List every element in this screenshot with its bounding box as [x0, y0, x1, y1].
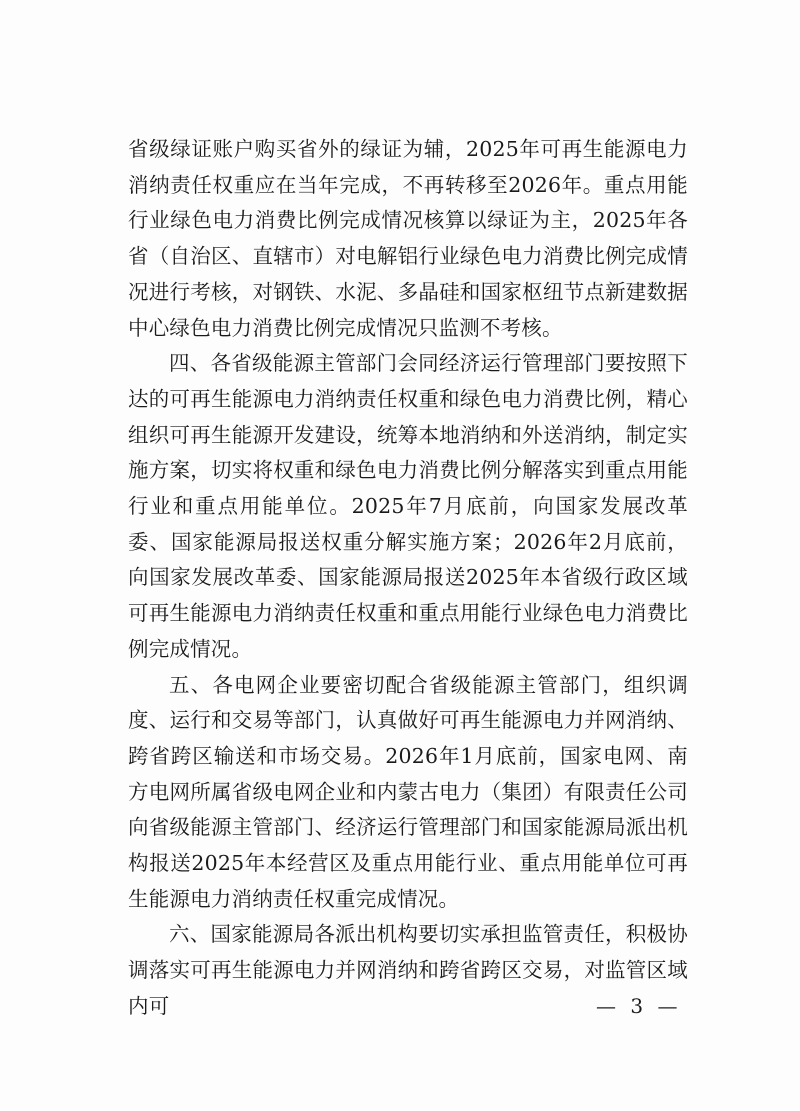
- page-number-value: 3: [630, 994, 645, 1018]
- paragraph-4: 六、国家能源局各派出机构要切实承担监管责任，积极协调落实可再生能源电力并网消纳和跨省跨区交易，对监管区域内可: [128, 922, 688, 1018]
- paragraph-3: 五、各电网企业要密切配合省级能源主管部门，组织调度、运行和交易等部门，认真做好可再生能源电力并网消纳、跨省跨区输送和市场交易。2026年1月底前，国家电网、南方电网所属省级电网企业和内蒙古电力（集团）有限责任公司向省级能源主管部门、经济运行管理部门和国家能源局派出机构报送2025年本经营区及重点用能行业、重点用能单位可再生能源电力消纳责任权重完成情况。: [128, 672, 688, 911]
- page-number: [596, 994, 678, 1018]
- paragraph-1: 省级绿证账户购买省外的绿证为辅，2025年可再生能源电力消纳责任权重应在当年完成，不再转移至2026年。重点用能行业绿色电力消费比例完成情况核算以绿证为主，2025年各省（自治区、直辖市）对电解铝行业绿色电力消费比例完成情况进行考核，对钢铁、水泥、多晶硅和国家枢纽节点新建数据中心绿色电力消费比例完成情况只监测不考核。: [128, 137, 688, 340]
- page-number-dash-left: —: [596, 994, 617, 1018]
- document-body: [128, 132, 688, 1025]
- page-number-dash-right: —: [657, 994, 679, 1018]
- paragraph-2: 四、各省级能源主管部门会同经济运行管理部门要按照下达的可再生能源电力消纳责任权重和绿色电力消费比例，精心组织可再生能源开发建设，统筹本地消纳和外送消纳，制定实施方案，切实将权重和绿色电力消费比例分解落实到重点用能行业和重点用能单位。2025年7月底前，向国家发展改革委、国家能源局报送权重分解实施方案；2026年2月底前，向国家发展改革委、国家能源局报送2025年本省级行政区域可再生能源电力消纳责任权重和重点用能行业绿色电力消费比例完成情况。: [128, 351, 688, 661]
